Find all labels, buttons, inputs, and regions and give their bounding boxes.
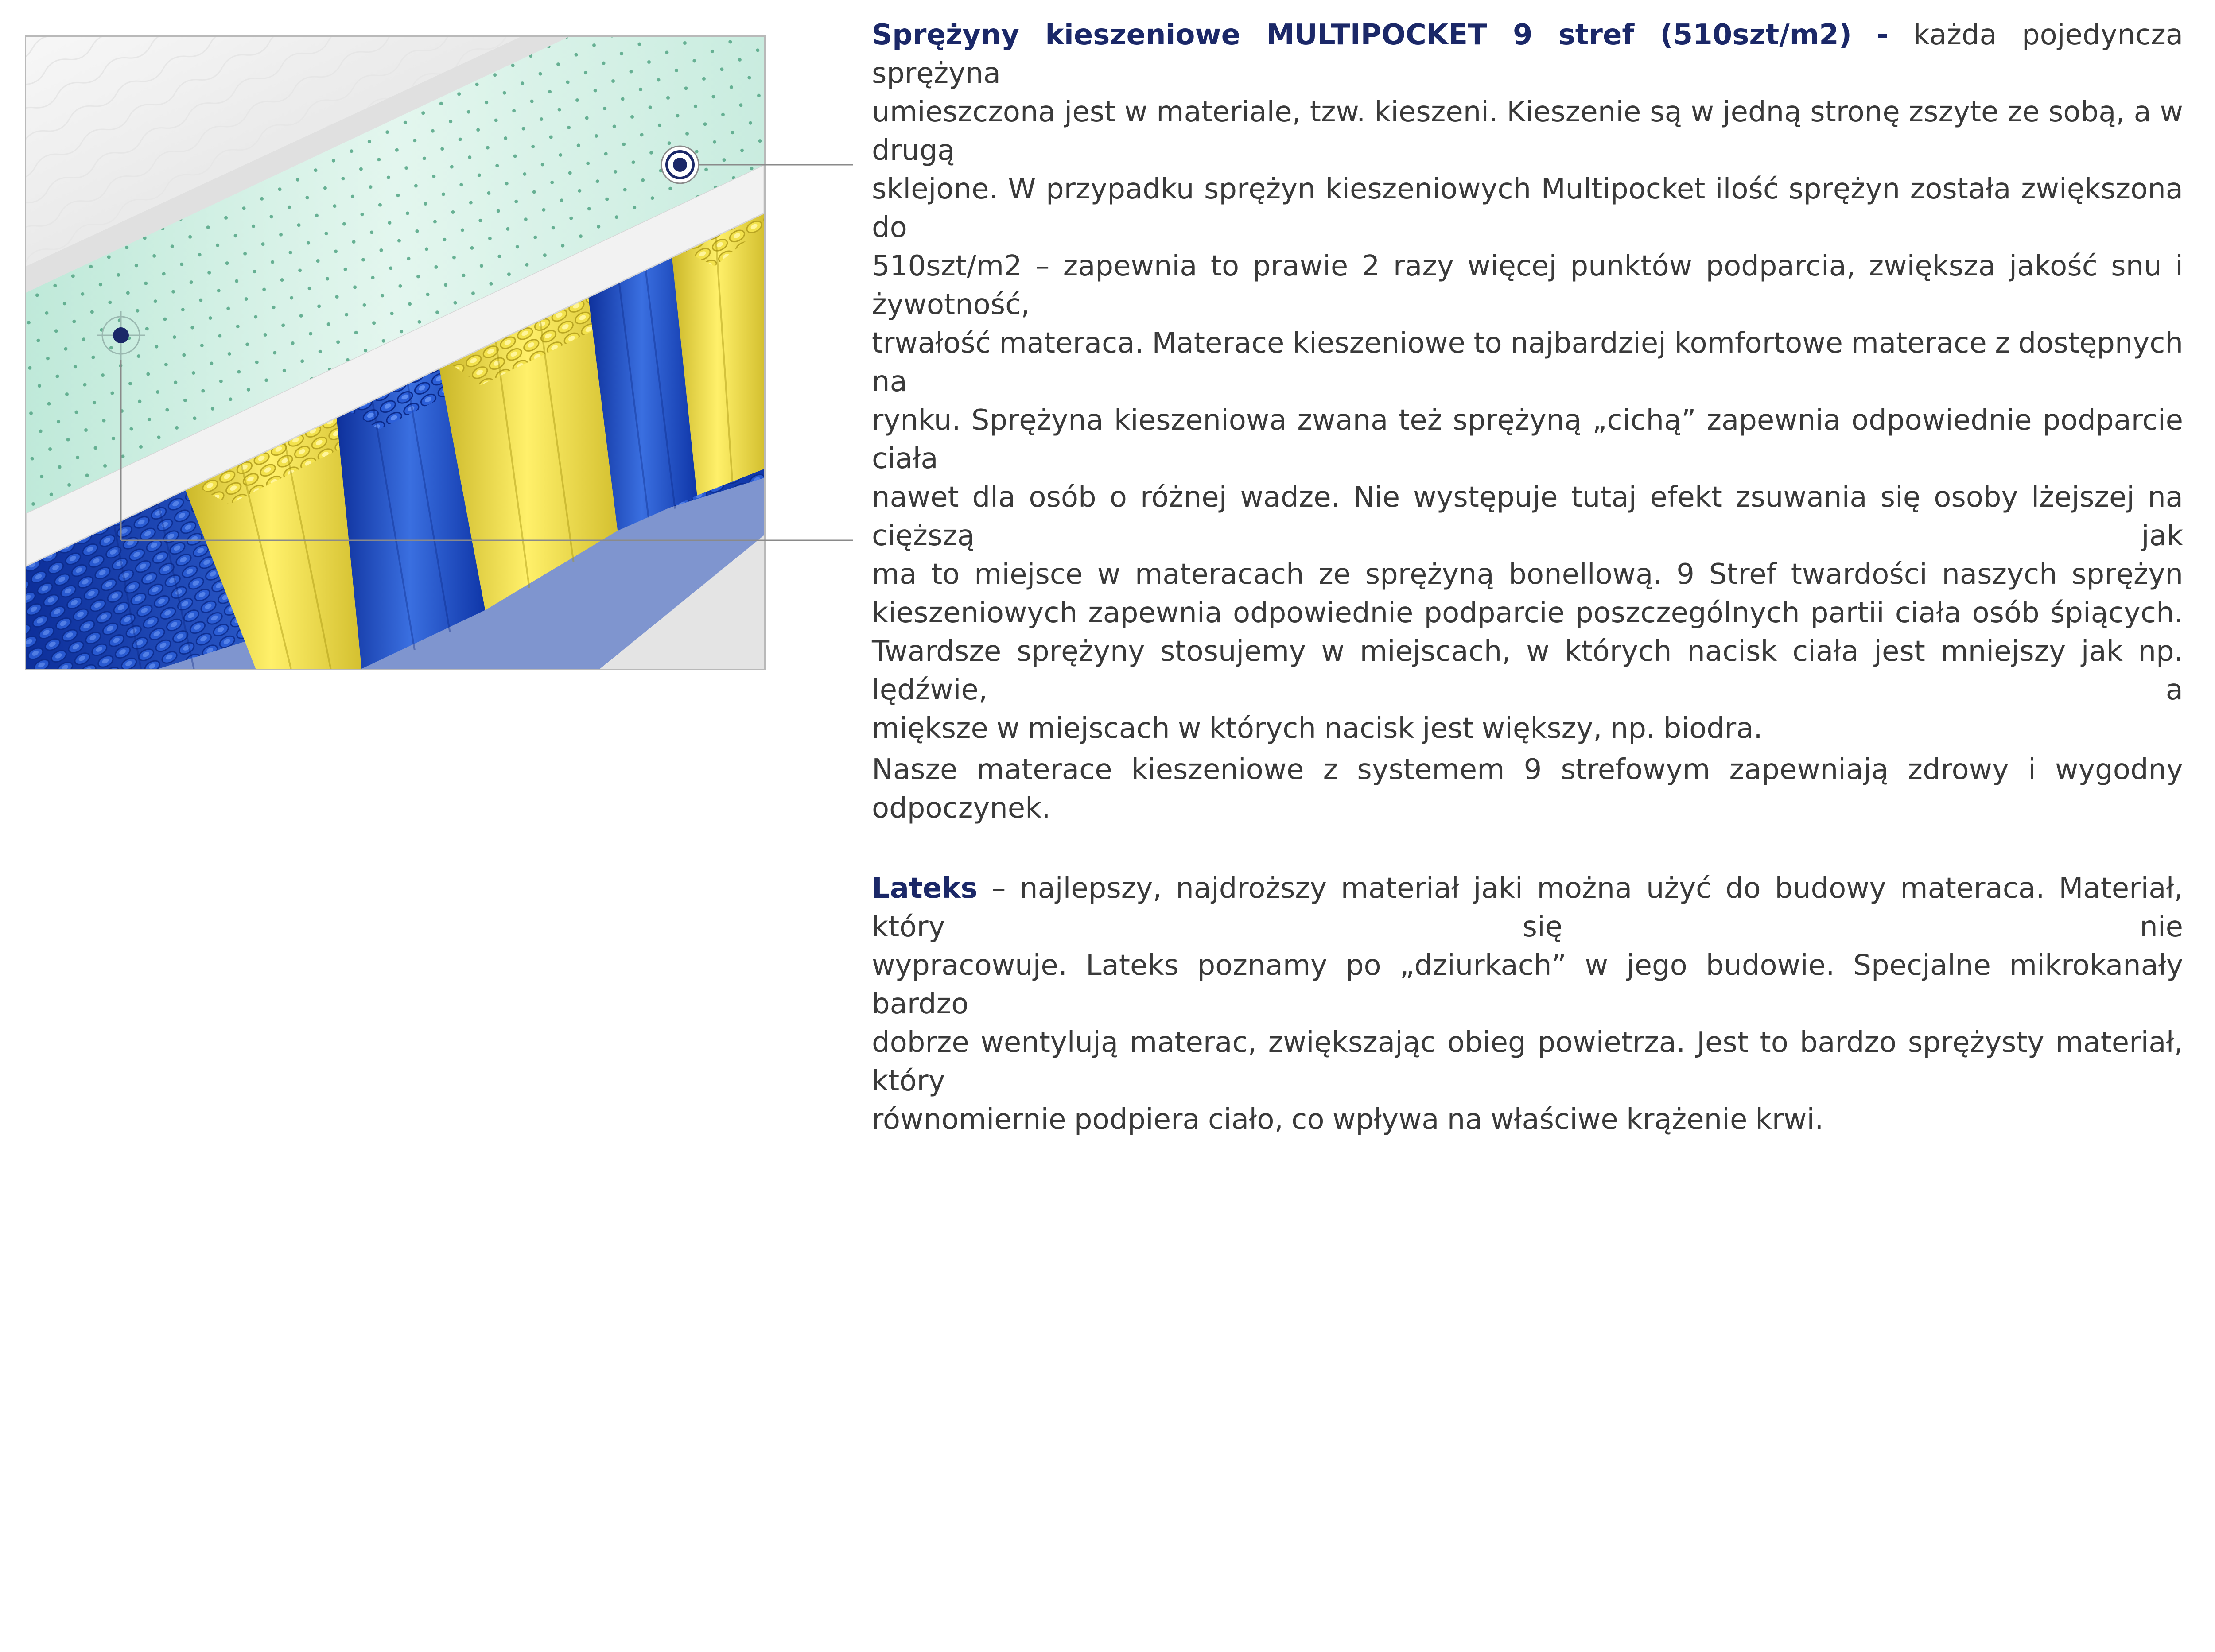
springs-line: trwałość materaca. Materace kieszeniowe to najbardziej komfortowe materace z dostępnych na (872, 327, 2183, 398)
mattress-illustration (25, 35, 766, 670)
latex-line: dobrze wentylują materac, zwiększając obieg powietrza. Jest to bardzo sprężysty materiał, który (872, 1026, 2183, 1097)
springs-line: Twardsze sprężyny stosujemy w miejscach, w których nacisk ciała jest mniejszy jak np. lędźwie, a (872, 635, 2183, 706)
springs-line: nawet dla osób o różnej wadze. Nie występuje tutaj efekt zsuwania się osoby lżejszej na cięższą jak (872, 481, 2183, 552)
springs-line: 510szt/m2 – zapewnia to prawie 2 razy więcej punktów podparcia, zwiększa jakość snu i żywotność, (872, 250, 2183, 321)
springs-line: umieszczona jest w materiale, tzw. kieszeni. Kieszenie są w jedną stronę zszyte ze sobą, a w drugą (872, 96, 2183, 167)
description-text (872, 16, 2183, 1139)
springs-line: sklejone. W przypadku sprężyn kieszeniowych Multipocket ilość sprężyn została zwiększona do (872, 173, 2183, 244)
latex-lead: Lateks (872, 872, 978, 905)
springs-line-text: każda pojedyncza sprężyna (872, 19, 2184, 90)
latex-section (872, 869, 2183, 1139)
springs-line: rynku. Sprężyna kieszeniowa zwana też sprężyną „cichą” zapewnia odpowiednie podparcie ciała (872, 404, 2183, 475)
section-spacer (872, 828, 2183, 869)
latex-line-text: – najlepszy, najdroższy materiał jaki można użyć do budowy materaca. Materiał, który się nie (872, 872, 2184, 943)
springs-section (872, 16, 2183, 828)
springs-line: miększe w miejscach w których nacisk jest większy, np. biodra. (872, 712, 1763, 745)
springs-closing: Nasze materace kieszeniowe z systemem 9 strefowym zapewniają zdrowy i wygodny odpoczynek. (872, 753, 2183, 825)
springs-lead: Sprężyny kieszeniowe MULTIPOCKET 9 stref (510szt/m2) (872, 19, 1852, 51)
latex-line: równomiernie podpiera ciało, co wpływa na właściwe krążenie krwi. (872, 1103, 1824, 1136)
springs-line: kieszeniowych zapewnia odpowiednie podparcie poszczególnych partii ciała osób śpiących. (872, 597, 2183, 629)
springs-line: ma to miejsce w materacach ze sprężyną bonellową. 9 Stref twardości naszych sprężyn (872, 558, 2183, 591)
springs-line-1 (872, 16, 2183, 93)
latex-line-1 (872, 869, 2183, 946)
springs-separator: - (1877, 19, 1889, 51)
latex-line: wypracowuje. Lateks poznamy po „dziurkach” w jego budowie. Specjalne mikrokanały bardzo (872, 949, 2183, 1020)
